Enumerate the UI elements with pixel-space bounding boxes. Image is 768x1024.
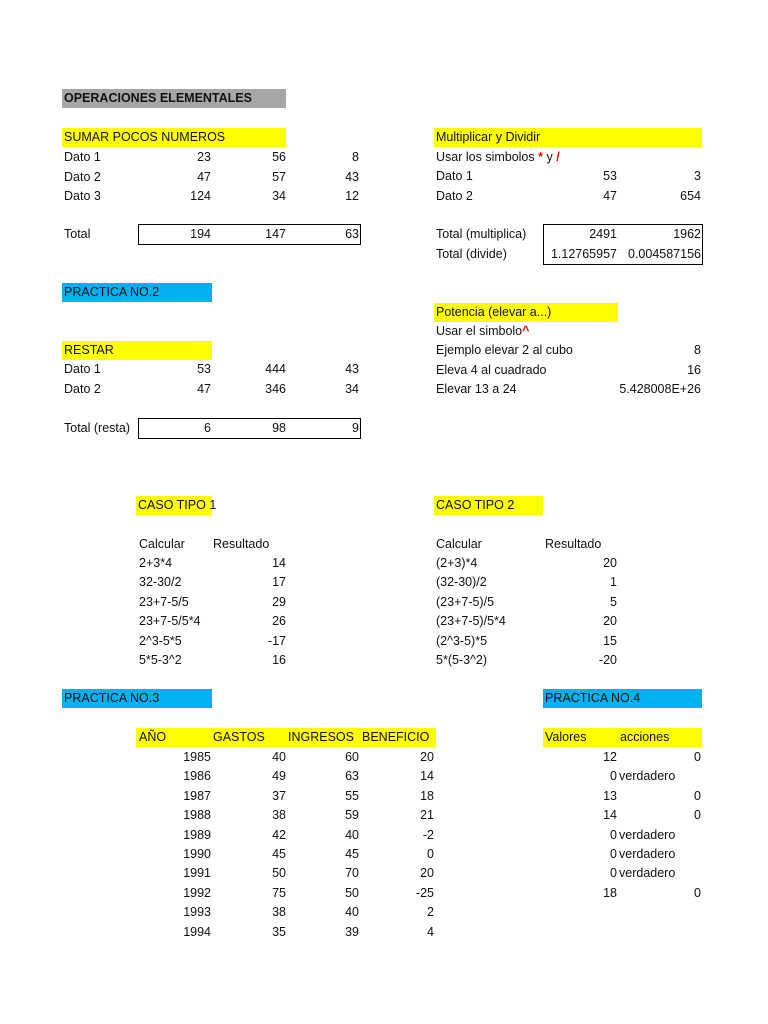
practica3-beneficio: -2: [422, 827, 434, 842]
practica3-beneficio: 14: [420, 769, 434, 784]
practica3-gastos: 49: [272, 769, 286, 784]
potencia-instruction: [436, 322, 529, 341]
sumar-cell: 23: [197, 150, 211, 164]
sumar-cell: 43: [345, 169, 359, 184]
practica3-col-ingresos: INGRESOS: [288, 730, 354, 744]
caso1-expression: 32-30/2: [139, 575, 182, 590]
caso2-expression: (23+7-5)/5: [436, 594, 495, 609]
caso1-col-resultado: Resultado: [213, 537, 270, 551]
practica3-year: 1990: [183, 847, 211, 861]
practica4-col-acciones: acciones: [620, 730, 670, 744]
caso2-col-calcular: Calcular: [436, 537, 482, 551]
caso1-expression: 2^3-5*5: [139, 633, 182, 648]
practica4-header: PRACTICA NO.4: [543, 689, 702, 708]
caso2-expression: (2^3-5)*5: [436, 633, 488, 648]
sumar-total-cell: 63: [345, 227, 359, 241]
divide-total-label: Total (divide): [436, 247, 507, 261]
practica3-beneficio: 20: [420, 866, 434, 881]
practica3-gastos: 35: [272, 924, 286, 939]
restar-total-cell: 98: [272, 421, 286, 435]
sheet-title: OPERACIONES ELEMENTALES: [62, 89, 286, 108]
divide-total-cell: 0.004587156: [628, 247, 701, 261]
practica3-ingresos: 55: [345, 788, 359, 803]
restar-row-label: Dato 2: [64, 381, 101, 396]
sumar-cell: 124: [190, 189, 211, 203]
sumar-cell: 12: [345, 189, 359, 203]
sumar-cell: 56: [272, 150, 286, 164]
sumar-total-cell: 194: [190, 227, 211, 241]
practica3-beneficio: 21: [420, 808, 434, 823]
caso1-expression: 2+3*4: [139, 556, 173, 570]
caso2-expression: 5*(5-3^2): [436, 653, 488, 667]
practica4-accion: verdadero: [619, 769, 676, 784]
multiplicar-cell: 47: [603, 188, 617, 203]
practica3-beneficio: 0: [427, 847, 434, 861]
practica3-ingresos: 60: [345, 750, 359, 764]
practica4-accion: 0: [694, 788, 701, 803]
practica3-year: 1985: [183, 750, 211, 764]
sumar-cell: 57: [272, 169, 286, 184]
caso1-expression: 23+7-5/5: [139, 594, 189, 609]
restar-header: RESTAR: [62, 341, 212, 360]
caso1-result: 16: [272, 653, 286, 667]
sumar-total-label: Total: [64, 227, 91, 241]
caso1-result: 26: [272, 614, 286, 629]
practica4-valor: 12: [603, 750, 617, 764]
practica3-header: PRACTICA NO.3: [62, 689, 212, 708]
practica3-beneficio: 4: [427, 924, 434, 939]
practica3-year: 1987: [183, 788, 211, 803]
practica4-valor: 0: [610, 769, 617, 784]
caso1-result: 17: [272, 575, 286, 590]
practica2-header: PRACTICA NO.2: [62, 283, 212, 302]
practica3-ingresos: 50: [345, 885, 359, 900]
potencia-row-label: Elevar 13 a 24: [436, 382, 517, 396]
multiplicar-cell: 53: [603, 169, 617, 183]
practica4-accion: verdadero: [619, 847, 676, 861]
potencia-header: Potencia (elevar a...): [434, 303, 618, 322]
practica3-gastos: 50: [272, 866, 286, 881]
restar-cell: 53: [197, 362, 211, 376]
practica4-valor: 0: [610, 866, 617, 881]
sumar-row-label: Dato 2: [64, 169, 101, 184]
multiplicar-cell: 654: [680, 188, 701, 203]
caso2-expression: (32-30)/2: [436, 575, 487, 590]
practica3-year: 1991: [183, 866, 211, 881]
practica4-accion: 0: [694, 750, 701, 764]
practica3-ingresos: 45: [345, 847, 359, 861]
practica3-gastos: 42: [272, 827, 286, 842]
restar-cell: 43: [345, 362, 359, 376]
instruction-text: y: [543, 150, 557, 164]
restar-total-cell: 9: [352, 421, 359, 435]
restar-cell: 346: [265, 381, 286, 396]
practica4-accion: verdadero: [619, 827, 676, 842]
caso1-result: 14: [272, 556, 286, 570]
practica3-ingresos: 59: [345, 808, 359, 823]
practica3-gastos: 38: [272, 905, 286, 920]
practica3-year: 1992: [183, 885, 211, 900]
restar-cell: 34: [345, 381, 359, 396]
practica3-beneficio: 20: [420, 750, 434, 764]
practica3-col-beneficio: BENEFICIO: [362, 730, 430, 744]
caso2-result: 20: [603, 614, 617, 629]
caso2-result: 5: [610, 594, 617, 609]
practica4-accion: verdadero: [619, 866, 676, 881]
caso1-col-calcular: Calcular: [139, 537, 185, 551]
practica3-gastos: 40: [272, 750, 286, 764]
caso1-result: 29: [272, 594, 286, 609]
multiply-symbol: *: [538, 150, 543, 164]
caso2-result: -20: [598, 653, 617, 667]
practica4-col-valores: Valores: [545, 730, 587, 744]
practica3-beneficio: 2: [427, 905, 434, 920]
caso2-header: CASO TIPO 2: [434, 496, 543, 515]
practica3-year: 1989: [183, 827, 211, 842]
practica3-beneficio: 18: [420, 788, 434, 803]
sumar-cell: 47: [197, 169, 211, 184]
caso1-expression: 23+7-5/5*4: [139, 614, 201, 629]
instruction-text: Usar los simbolos: [436, 150, 539, 164]
restar-cell: 444: [265, 362, 286, 376]
multiplicar-row-label: Dato 2: [436, 188, 473, 203]
practica4-accion: 0: [694, 808, 701, 823]
multiplicar-header: Multiplicar y Dividir: [434, 128, 702, 147]
sumar-cell: 8: [352, 150, 359, 164]
practica4-accion: 0: [694, 885, 701, 900]
multiplicar-total-cell: 2491: [589, 227, 617, 241]
multiplicar-row-label: Dato 1: [436, 169, 473, 183]
restar-cell: 47: [197, 381, 211, 396]
caso2-result: 1: [610, 575, 617, 590]
practica3-year: 1994: [183, 924, 211, 939]
caso2-result: 15: [603, 633, 617, 648]
practica3-gastos: 45: [272, 847, 286, 861]
sumar-cell: 34: [272, 189, 286, 203]
practica4-valor: 18: [603, 885, 617, 900]
practica4-valor: 0: [610, 827, 617, 842]
practica3-year: 1986: [183, 769, 211, 784]
restar-total-label: Total (resta): [64, 421, 130, 435]
caso1-header: CASO TIPO 1: [136, 496, 212, 515]
practica3-year: 1988: [183, 808, 211, 823]
practica4-valor: 13: [603, 788, 617, 803]
practica4-valor: 0: [610, 847, 617, 861]
restar-row-label: Dato 1: [64, 362, 101, 376]
multiplicar-total-cell: 1962: [673, 227, 701, 241]
divide-total-cell: 1.12765957: [550, 247, 617, 261]
practica3-gastos: 37: [272, 788, 286, 803]
sumar-header: SUMAR POCOS NUMEROS: [62, 128, 286, 147]
divide-symbol: /: [556, 150, 560, 164]
caso2-expression: (23+7-5)/5*4: [436, 614, 506, 629]
practica3-gastos: 38: [272, 808, 286, 823]
instruction-text: Usar el simbolo: [436, 324, 523, 338]
caso2-col-resultado: Resultado: [545, 537, 602, 551]
practica3-ingresos: 40: [345, 827, 359, 842]
practica3-year: 1993: [183, 905, 211, 920]
potencia-value: 5.428008E+26: [619, 382, 701, 396]
practica3-ingresos: 40: [345, 905, 359, 920]
sumar-row-label: Dato 3: [64, 189, 101, 203]
sumar-total-cell: 147: [265, 227, 286, 241]
practica3-beneficio: -25: [415, 885, 434, 900]
multiplicar-instruction: [436, 148, 560, 167]
caso2-expression: (2+3)*4: [436, 556, 478, 570]
practica3-ingresos: 63: [345, 769, 359, 784]
potencia-row-label: Ejemplo elevar 2 al cubo: [436, 343, 573, 357]
practica3-col-ano: AÑO: [139, 730, 167, 744]
potencia-value: 16: [687, 362, 701, 377]
practica3-col-gastos: GASTOS: [213, 730, 265, 744]
caso1-result: -17: [267, 633, 286, 648]
practica3-gastos: 75: [272, 885, 286, 900]
caso2-result: 20: [603, 556, 617, 570]
multiplicar-total-label: Total (multiplica): [436, 227, 527, 241]
sumar-row-label: Dato 1: [64, 150, 101, 164]
practica3-ingresos: 39: [345, 924, 359, 939]
restar-total-cell: 6: [204, 421, 211, 435]
power-symbol: ^: [522, 324, 530, 338]
potencia-value: 8: [694, 343, 701, 357]
practica4-valor: 14: [603, 808, 617, 823]
potencia-row-label: Eleva 4 al cuadrado: [436, 362, 547, 377]
practica3-ingresos: 70: [345, 866, 359, 881]
multiplicar-cell: 3: [694, 169, 701, 183]
caso1-expression: 5*5-3^2: [139, 653, 182, 667]
